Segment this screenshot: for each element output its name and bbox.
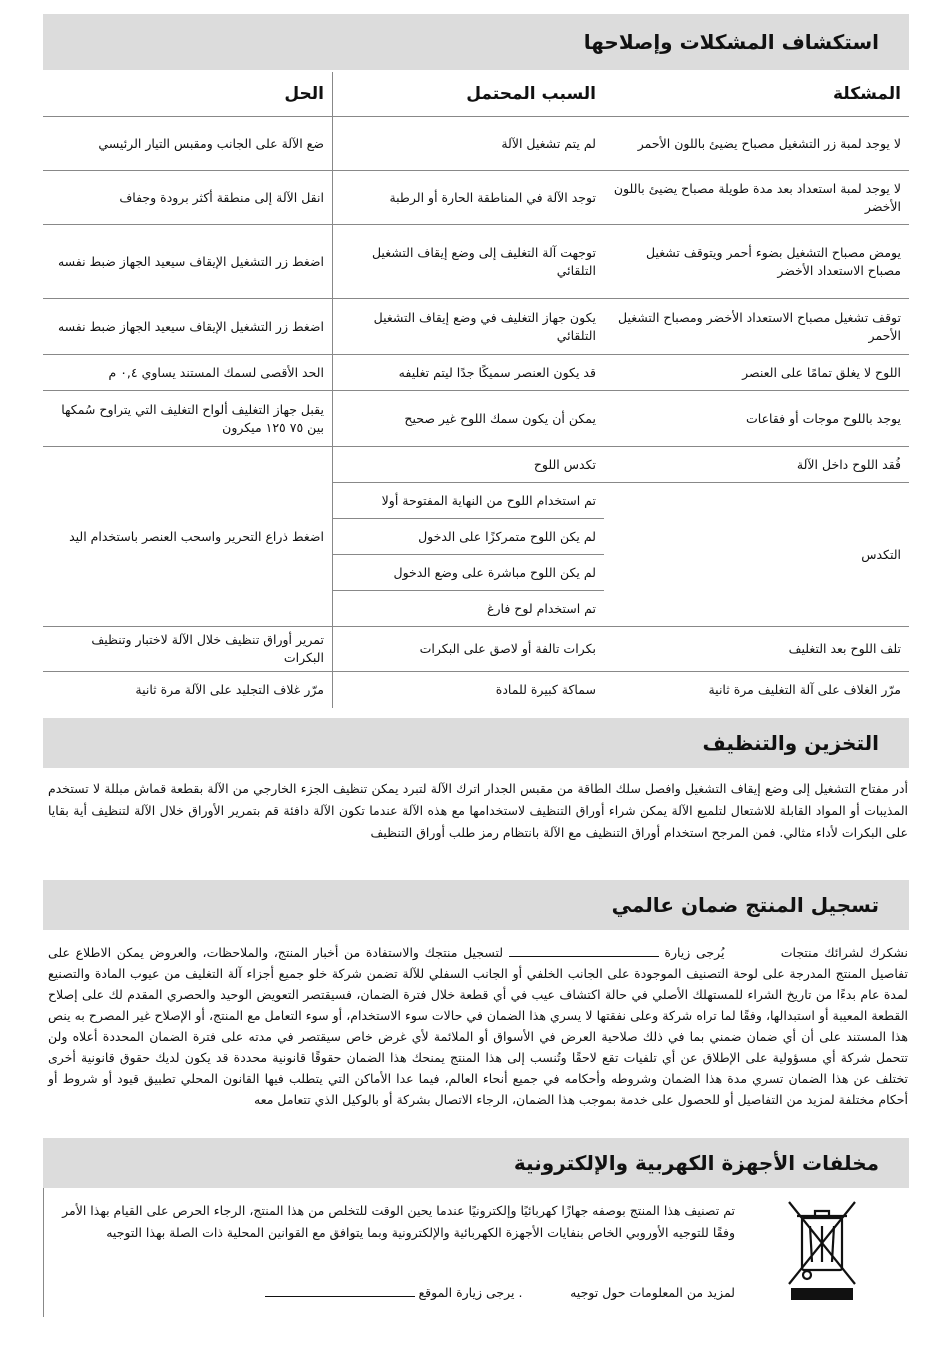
- problem-cell: يومض مصباح التشغيل بضوء أحمر ويتوقف تشغيل مصباح الاستعداد الأخضر: [604, 225, 909, 299]
- cause-cell: لم يتم تشغيل الآلة: [332, 117, 604, 171]
- registration-title: تسجيل المنتج ضمان عالمي: [611, 893, 879, 917]
- cause-cell: بكرات تالفة أو لاصق على البكرات: [332, 627, 604, 672]
- storage-text: أدر مفتاح التشغيل إلى وضع إيقاف التشغيل وافصل سلك الطاقة من مقبس الجدار اترك الآلة لتبرد يمكن تنظيف الجزء الخارجي من الآلة بقطعة قماش مبللة لا تستخدم المذيبات أو المواد القابلة للاشتعال لتلميع الآلة يمكن شراء أوراق التنظيف لاستخدامها مع هذه الآلة عندما تكون الآلة دافئة قم بتمرير الأوراق خلال الآلة لتنظيف أية بقايا على البكرات لأداء مثالي. فمن المرجح استخدام أوراق التنظيف مع الآلة بانتظام رمز طلب أوراق التنظيف: [48, 781, 908, 840]
- solution-cell: الحد الأقصى لسمك المستند يساوي ٠,٤ م: [43, 355, 332, 391]
- troubleshooting-table: [43, 72, 909, 708]
- problem-cell: مرّر الغلاف على آلة التغليف مرة ثانية: [708, 681, 901, 697]
- weee-visit: . يرجى زيارة الموقع: [418, 1285, 523, 1300]
- problem-cell: لا يوجد لمبة استعداد بعد مدة طويلة مصباح يضيئ باللون الأخضر: [604, 171, 909, 225]
- cause-cell: تم استخدام لوح فارغ: [332, 591, 604, 627]
- storage-header: [43, 718, 909, 768]
- table-header-row: [43, 72, 909, 117]
- cause-cell: يكون جهاز التغليف في وضع إيقاف التشغيل التلقائي: [332, 299, 604, 355]
- registration-header: [43, 880, 909, 930]
- storage-title: التخزين والتنظيف: [702, 731, 879, 755]
- solution-cell: ضع الآلة على الجانب ومقبس التيار الرئيسي: [43, 117, 332, 171]
- problem-cell: تلف اللوح بعد التغليف: [604, 627, 909, 672]
- crossed-out-wheelie-bin-icon: [783, 1196, 861, 1302]
- table-row: [43, 299, 909, 355]
- weee-url-blank: [265, 1284, 415, 1297]
- registration-visit: يُرجى زيارة: [664, 945, 725, 960]
- header-problem: المشكلة: [604, 72, 909, 117]
- solution-cell: تمرير أوراق تنظيف خلال الآلة لاختبار وتنظيف البكرات: [43, 627, 332, 672]
- cause-cell: لم يكن اللوح متمركزًا على الدخول: [332, 519, 604, 555]
- cause-cell: تكدس اللوح: [332, 447, 604, 483]
- cause-cell: توجهت آلة التغليف إلى وضع إيقاف التشغيل التلقائي: [332, 225, 604, 299]
- header-solution: الحل: [43, 72, 332, 117]
- problem-cell: اللوح لا يغلق تمامًا على العنصر: [604, 355, 909, 391]
- weee-more-info-line: [60, 1282, 735, 1304]
- weee-text: تم تصنيف هذا المنتج بوصفه جهازًا كهربائيًا وإلكترونيًا عندما يحين الوقت للتخلص من هذا المنتج، الرجاء الحرص على القيام بهذا الأمر وفقًا للتوجيه الأوروبي الخاص بنفايات الأجهزة الكهربائية والإلكترونية وبما يتوافق مع القوانين المحلية ذات الصلة بهذا التوجيه: [62, 1203, 735, 1240]
- troubleshooting-header: [43, 14, 909, 70]
- table-row: [43, 447, 909, 483]
- solution-cell: يقبل جهاز التغليف ألواح التغليف التي يتراوح سُمكها بين ٧٥ ١٢٥ ميكرون: [43, 391, 332, 447]
- registration-register: لتسجيل منتجك والاستفادة من أخبار المنتج، والملاحظات، والعروض يمكن: [116, 945, 504, 960]
- problem-cell-jam: التكدس: [604, 483, 909, 627]
- solution-cell: اضغط زر التشغيل الإيقاف سيعيد الجهاز ضبط نفسه: [43, 299, 332, 355]
- solution-cell: مرّر غلاف التجليد على الآلة مرة ثانية: [135, 681, 324, 697]
- registration-warranty-text: الاطلاع على تفاصيل المنتج المدرجة على لوحة التصنيف الموجودة على الجانب الخلفي أو الجانب السفلي للآلة تضمن شركة خلو جميع أجزاء آلة التغليف من عيوب المادة والتصنيع لمدة عام بدءًا من تاريخ الشراء للمستهلك الأصلي في حالة اكتشاف عيب في أي قطعة خلال فترة الضمان، فسيقتصر التعويض الوحيد والحصري المقدم لك على إصلاح القطعة المعيبة أو استبدالها، وفقًا لما تراه شركة وعلى نفقتها لا يسري هذا الضمان في حالات سوء الاستخدام، أو سوء التعامل مع المنتج، أو الإصلاح غير المصرح به ينص هذا المستند على أن أي ضمان ضمني بما في ذلك صلاحية العرض في الأسواق أو الملائمة لأي غرض خاص سيقتصر في مدته على فترة الضمان المحددة أعلاه ولن تتحمل شركة أي مسؤولية على الإطلاق عن أي تلفيات تقع لاحقًا وتُنسب إلى هذا المنتج يمنحك هذا الضمان حقوقًا قانونية محددة قد يكون لديك حقوق قانونية أخرى تختلف عن هذا الضمان تسري مدة هذا الضمان وشروطه وأحكامه في جميع أنحاء العالم، فيما عدا الأماكن التي يتطلب فيها القانون المحلي تطبيق قيود أو شروط أو أحكام مختلفة لمزيد من التفاصيل أو للحصول على خدمة بموجب هذا الضمان، الرجاء الاتصال بشركة أو بالوكيل الذي تتعامل معه: [48, 945, 908, 1107]
- header-cause: السبب المحتمل: [332, 72, 604, 117]
- registration-thanks: نشكرك لشرائك منتجات: [780, 945, 908, 960]
- cause-cell: يمكن أن يكون سمك اللوح غير صحيح: [332, 391, 604, 447]
- cause-cell: سماكة كبيرة للمادة: [332, 672, 604, 708]
- problem-cell-lost: فُقد اللوح داخل الآلة: [604, 447, 909, 483]
- table-row: [43, 225, 909, 299]
- weee-header: [43, 1138, 909, 1188]
- table-row: [43, 627, 909, 672]
- problem-cell: يوجد باللوح موجات أو فقاعات: [604, 391, 909, 447]
- registration-url-blank: [509, 944, 659, 957]
- solution-cell-jam: اضغط ذراع التحرير واسحب العنصر باستخدام اليد: [43, 447, 332, 627]
- table-row: [43, 117, 909, 171]
- weee-more-info: لمزيد من المعلومات حول توجيه: [570, 1285, 735, 1300]
- table-row: [43, 355, 909, 391]
- troubleshooting-title: استكشاف المشكلات وإصلاحها: [583, 30, 879, 54]
- registration-text-block: [48, 942, 908, 1110]
- weee-title: مخلفات الأجهزة الكهربية والإلكترونية: [513, 1151, 879, 1175]
- solution-cell: انقل الآلة إلى منطقة أكثر برودة وجفاف: [43, 171, 332, 225]
- cause-cell: لم يكن اللوح مباشرة على وضع الدخول: [332, 555, 604, 591]
- table-row: [43, 391, 909, 447]
- solution-cell: اضغط زر التشغيل الإيقاف سيعيد الجهاز ضبط نفسه: [43, 225, 332, 299]
- cause-cell: توجد الآلة في المناطقة الحارة أو الرطبة: [332, 171, 604, 225]
- problem-cell: توقف تشغيل مصباح الاستعداد الأخضر ومصباح التشغيل الأحمر: [604, 299, 909, 355]
- problem-cell: لا يوجد لمبة زر التشغيل مصباح يضيئ باللون الأحمر: [604, 117, 909, 171]
- table-row: [43, 171, 909, 225]
- table-row: [43, 672, 909, 708]
- cause-cell: تم استخدام اللوح من النهاية المفتوحة أولا: [332, 483, 604, 519]
- cause-cell: قد يكون العنصر سميكًا جدًا ليتم تغليفه: [332, 355, 604, 391]
